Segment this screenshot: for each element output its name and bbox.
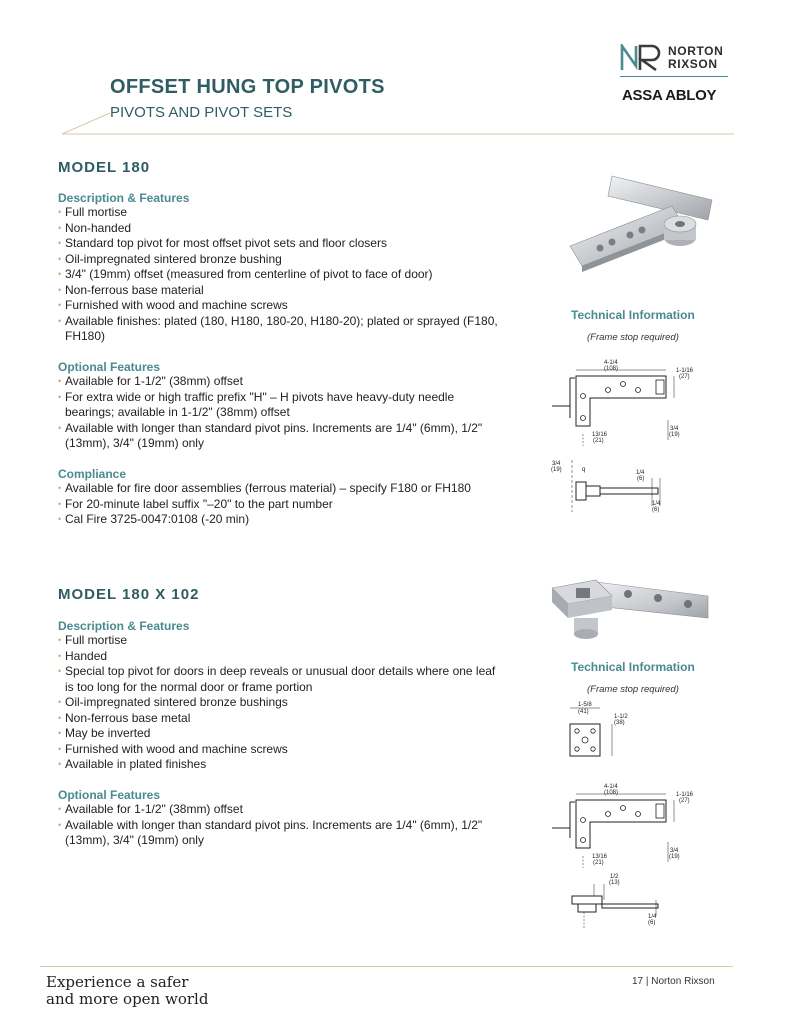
brand-assa-abloy: ASSA ABLOY [622, 87, 717, 104]
list-item: • Full mortise [58, 633, 498, 649]
feature-list [58, 481, 498, 528]
dim-label: 3/4 [670, 426, 679, 432]
list-item: • Available in plated finishes [58, 757, 498, 773]
dim-label: 1/4 [636, 470, 645, 476]
dim-label: 1-1/16 [676, 368, 694, 374]
list-item: • For 20-minute label suffix "–20" to the part number [58, 497, 498, 513]
dim-label: (19) [669, 432, 680, 438]
list-item: • Standard top pivot for most offset pivot sets and floor closers [58, 236, 498, 252]
page-subtitle: PIVOTS AND PIVOT SETS [110, 104, 293, 121]
dim-label: 13/16 [592, 432, 608, 438]
model-180-dimension-drawing [548, 356, 708, 448]
dim-label: (19) [551, 467, 562, 473]
list-item: • Non-handed [58, 221, 498, 237]
list-item: • Cal Fire 3725-0047:0108 (-20 min) [58, 512, 498, 528]
dim-label: 3/4 [670, 848, 679, 854]
model-180x102-description [58, 619, 498, 773]
list-item: • Available for fire door assemblies (ferrous material) – specify F180 or FH180 [58, 481, 498, 497]
dim-label: 4-1/4 [604, 784, 618, 790]
feature-list [58, 205, 498, 345]
dim-label: 1/4 [648, 914, 657, 920]
list-item: • Full mortise [58, 205, 498, 221]
dim-label: 3/4 [552, 461, 561, 467]
list-item: • For extra wide or high traffic prefix "H" – H pivots have heavy-duty needle bearings; available in 1-1/2" (38mm) offset [58, 390, 498, 421]
brand-norton: NORTON [668, 44, 724, 58]
dim-label: (6) [652, 507, 660, 513]
list-item: • Available for 1-1/2" (38mm) offset [58, 802, 498, 818]
list-item: • 3/4" (19mm) offset (measured from centerline of pivot to face of door) [58, 267, 498, 283]
dim-label: (6) [637, 476, 645, 482]
frame-note: (Frame stop required) [587, 684, 679, 695]
frame-note: (Frame stop required) [587, 332, 679, 343]
page-title: OFFSET HUNG TOP PIVOTS [110, 76, 385, 98]
model-180x102-plate-drawing [556, 700, 646, 764]
model-180-product-image [560, 168, 720, 278]
model-180x102-dimension-drawing [548, 780, 708, 868]
tagline-line-1: Experience a safer [46, 973, 189, 991]
dim-label: (13) [609, 880, 620, 886]
list-item: • Oil-impregnated sintered bronze bushing [58, 252, 498, 268]
dim-label: (6) [648, 920, 656, 926]
model-180-description [58, 191, 498, 345]
footer-tagline [46, 974, 208, 1008]
list-item: • Available with longer than standard pivot pins. Increments are 1/4" (6mm), 1/2" (13mm), 3/4" (19mm) only [58, 818, 498, 849]
model-180-pin-drawing [548, 456, 708, 518]
page-number: 17 | Norton Rixson [632, 976, 715, 987]
dim-label: (27) [679, 374, 690, 380]
section-heading: Description & Features [58, 191, 190, 205]
list-item: • Non-ferrous base metal [58, 711, 498, 727]
feature-list [58, 633, 498, 773]
list-item: • May be inverted [58, 726, 498, 742]
header-rule [58, 112, 738, 136]
dim-label: (21) [593, 438, 604, 444]
list-item: • Handed [58, 649, 498, 665]
brand-rixson: RIXSON [668, 57, 718, 71]
model-180x102-product-image [548, 574, 718, 646]
dim-label: 13/16 [592, 854, 608, 860]
model-180-heading: MODEL 180 [58, 159, 151, 176]
section-heading: Optional Features [58, 788, 161, 802]
list-item: • Furnished with wood and machine screws [58, 298, 498, 314]
brand-logo [620, 44, 732, 108]
section-heading: Description & Features [58, 619, 190, 633]
list-item: • Non-ferrous base material [58, 283, 498, 299]
list-item: • Available finishes: plated (180, H180, 180-20, H180-20); plated or sprayed (F180, FH180) [58, 314, 498, 345]
tech-info-title: Technical Information [571, 308, 695, 322]
logo-divider [620, 76, 728, 77]
tagline-line-2: and more open world [46, 990, 209, 1008]
dim-label: (41) [578, 709, 589, 715]
footer-rule [40, 966, 733, 967]
feature-list [58, 374, 498, 452]
model-180x102-heading: MODEL 180 X 102 [58, 586, 200, 603]
section-heading: Compliance [58, 467, 127, 481]
model-180-compliance [58, 467, 498, 528]
dim-label: (19) [669, 854, 680, 860]
list-item: • Special top pivot for doors in deep reveals or unusual door details where one leaf is too long for the normal door or frame portion [58, 664, 498, 695]
dim-label: (27) [679, 798, 690, 804]
dim-label: 4-1/4 [604, 360, 618, 366]
tech-info-title: Technical Information [571, 660, 695, 674]
dim-label: 1-5/8 [578, 702, 592, 708]
dim-label: 1-1/16 [676, 792, 694, 798]
dim-label: 1/2 [610, 874, 619, 880]
list-item: • Available for 1-1/2" (38mm) offset [58, 374, 498, 390]
model-180x102-optional [58, 788, 498, 849]
list-item: • Furnished with wood and machine screws [58, 742, 498, 758]
model-180x102-pin-drawing [556, 870, 666, 930]
nr-monogram-icon [620, 44, 664, 72]
dim-label: (108) [604, 790, 619, 796]
dim-label: 1/4 [652, 501, 661, 507]
dim-label: q [582, 467, 586, 473]
dim-label: (108) [604, 366, 619, 372]
list-item: • Available with longer than standard pivot pins. Increments are 1/4" (6mm), 1/2" (13mm), 3/4" (19mm) only [58, 421, 498, 452]
feature-list [58, 802, 498, 849]
dim-label: (21) [593, 860, 604, 866]
dim-label: 1-1/2 [614, 714, 628, 720]
list-item: • Oil-impregnated sintered bronze bushings [58, 695, 498, 711]
section-heading: Optional Features [58, 360, 161, 374]
model-180-optional [58, 360, 498, 452]
dim-label: (38) [614, 720, 625, 726]
